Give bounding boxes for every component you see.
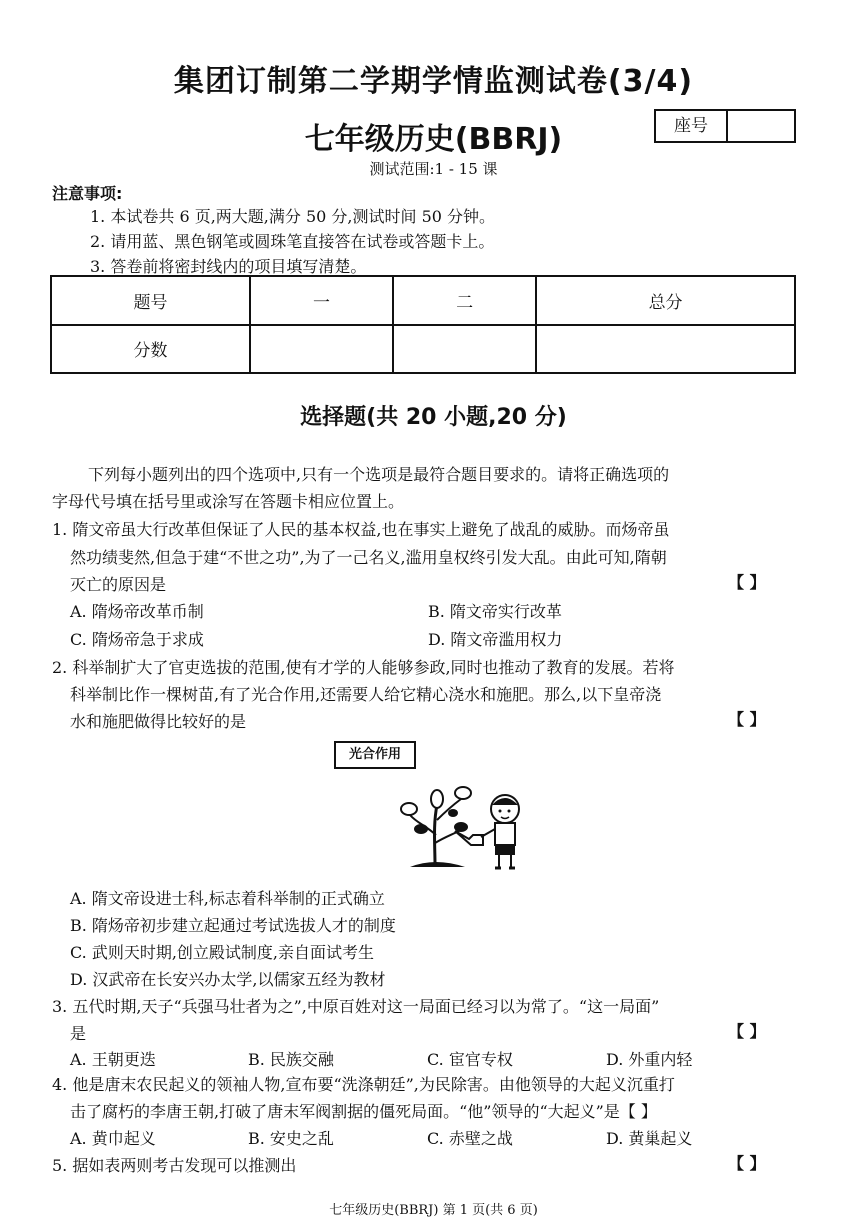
option-d[interactable]: D. 汉武帝在长安兴办太学,以儒家五经为教材 <box>70 970 386 989</box>
note-item: 3. 答卷前将密封线内的项目填写清楚。 <box>90 257 367 276</box>
exam-subtitle: 七年级历史(BBRJ) <box>304 122 563 157</box>
test-scope: 测试范围:1 - 15 课 <box>369 160 498 178</box>
question-2-line: 2. 科举制扩大了官吏选拔的范围,使有才学的人能够参政,同时也推动了教育的发展。若将 <box>52 658 675 677</box>
score-cell-1[interactable] <box>250 325 393 374</box>
option-a[interactable]: A. 隋炀帝改革币制 <box>70 602 204 621</box>
question-1-line: 然功绩斐然,但急于建“不世之功”,为了一己名义,滥用皇权终引发大乱。由此可知,隋朝 <box>70 548 667 567</box>
option-d[interactable]: D. 外重内轻 <box>606 1050 693 1069</box>
option-b[interactable]: B. 隋炀帝初步建立起通过考试选拔人才的制度 <box>70 916 396 935</box>
answer-bracket[interactable]: 【 】 <box>728 1022 766 1041</box>
option-c[interactable]: C. 隋炀帝急于求成 <box>70 630 204 649</box>
question-3-line: 是 <box>70 1024 87 1043</box>
score-header-cell: 总分 <box>536 276 795 325</box>
question-5-line: 5. 据如表两则考古发现可以推测出 <box>52 1156 297 1175</box>
score-table <box>50 275 796 374</box>
option-c[interactable]: C. 武则天时期,创立殿试制度,亲自面试考生 <box>70 943 375 962</box>
seat-number-box[interactable] <box>654 109 796 143</box>
section-intro: 字母代号填在括号里或涂写在答题卡相应位置上。 <box>52 492 405 511</box>
notes-title: 注意事项: <box>52 184 123 203</box>
score-header-cell: 题号 <box>51 276 250 325</box>
score-header-cell: 二 <box>393 276 536 325</box>
option-c[interactable]: C. 赤壁之战 <box>427 1129 513 1148</box>
question-4-line: 4. 他是唐末农民起义的领袖人物,宣布要“洗涤朝廷”,为民除害。由他领导的大起义沉重打 <box>52 1075 675 1094</box>
exam-title: 集团订制第二学期学情监测试卷(3/4) <box>173 64 694 99</box>
option-b[interactable]: B. 安史之乱 <box>248 1129 334 1148</box>
score-header-cell: 一 <box>250 276 393 325</box>
score-row-label: 分数 <box>51 325 250 374</box>
option-c[interactable]: C. 宦官专权 <box>427 1050 513 1069</box>
section-intro: 下列每小题列出的四个选项中,只有一个选项是最符合题目要求的。请将正确选项的 <box>88 465 670 484</box>
score-cell-total[interactable] <box>536 325 795 374</box>
answer-bracket[interactable]: 【 】 <box>728 573 766 592</box>
option-a[interactable]: A. 隋文帝设进士科,标志着科举制的正式确立 <box>70 889 385 908</box>
section-title: 选择题(共 20 小题,20 分) <box>300 405 567 430</box>
question-2-line: 科举制比作一棵树苗,有了光合作用,还需要人给它精心浇水和施肥。那么,以下皇帝浇 <box>70 685 662 704</box>
seat-label: 座号 <box>656 111 728 141</box>
note-item: 1. 本试卷共 6 页,两大题,满分 50 分,测试时间 50 分钟。 <box>90 207 496 226</box>
question-1-line: 灭亡的原因是 <box>70 575 167 594</box>
question-4-line: 击了腐朽的李唐王朝,打破了唐末军阀割据的僵死局面。“他”领导的“大起义”是【 】 <box>70 1102 657 1121</box>
option-d[interactable]: D. 隋文帝滥用权力 <box>428 630 563 649</box>
page-footer: 七年级历史(BBRJ) 第 1 页(共 6 页) <box>329 1203 538 1218</box>
answer-bracket[interactable]: 【 】 <box>728 1154 766 1173</box>
question-1-line: 1. 隋文帝虽大行改革但保证了人民的基本权益,也在事实上避免了战乱的威胁。而炀帝虽 <box>52 520 670 539</box>
option-a[interactable]: A. 王朝更迭 <box>70 1050 156 1069</box>
answer-bracket[interactable]: 【 】 <box>728 710 766 729</box>
question-2-line: 水和施肥做得比较好的是 <box>70 712 247 731</box>
option-d[interactable]: D. 黄巢起义 <box>606 1129 693 1148</box>
tree-watering-illustration <box>395 765 535 875</box>
photosynthesis-label: 光合作用 <box>334 741 416 769</box>
note-item: 2. 请用蓝、黑色钢笔或圆珠笔直接答在试卷或答题卡上。 <box>90 232 495 251</box>
option-b[interactable]: B. 民族交融 <box>248 1050 334 1069</box>
score-cell-2[interactable] <box>393 325 536 374</box>
question-3-line: 3. 五代时期,天子“兵强马壮者为之”,中原百姓对这一局面已经习以为常了。“这一局面” <box>52 997 660 1016</box>
option-b[interactable]: B. 隋文帝实行改革 <box>428 602 562 621</box>
option-a[interactable]: A. 黄巾起义 <box>70 1129 156 1148</box>
